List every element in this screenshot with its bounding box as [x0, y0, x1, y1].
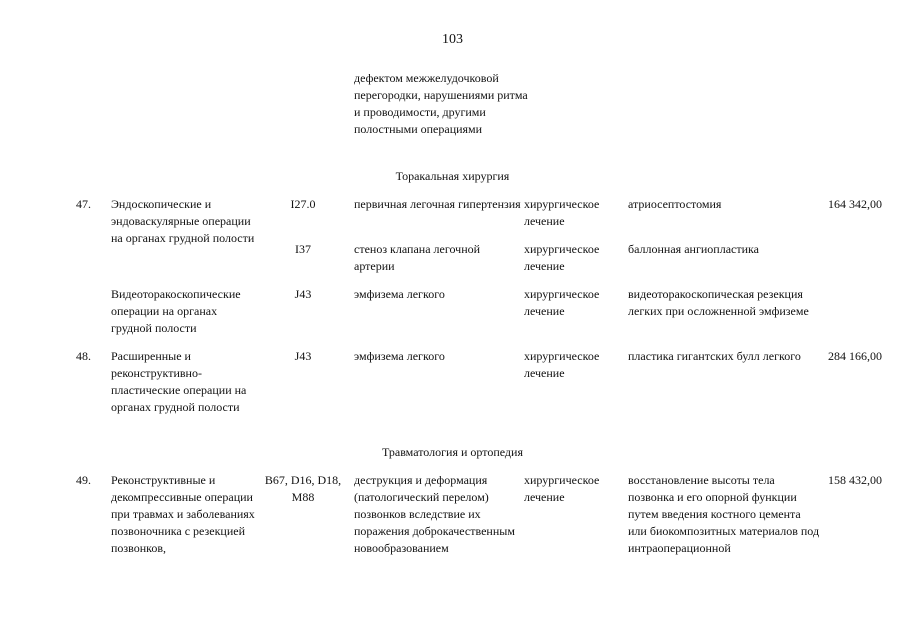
icd-code: J43: [294, 287, 312, 301]
treatment-type: хирургическое лечение: [524, 349, 600, 380]
procedure-group-name: Видеоторакоскопические операции на органах грудной полости: [111, 287, 241, 335]
icd-code: B67, D16, D18, M88: [264, 473, 342, 504]
price: 284 166,00: [828, 349, 882, 363]
treatment-method: пластика гигантских булл легкого: [628, 349, 801, 363]
procedure-group-name: Реконструктивные и декомпрессивные операции при травмах и заболеваниях позвоночника с резекцией позвонков,: [111, 473, 255, 555]
icd-code: J43: [294, 349, 312, 363]
row-number: 48.: [76, 349, 91, 363]
continuation-text: дефектом межжелудочковой перегородки, нарушениями ритма и проводимости, другими полостными операциями: [354, 71, 528, 136]
procedure-group-name: Расширенные и реконструктивно-пластические операции на органах грудной полости: [111, 349, 247, 414]
row-number: 49.: [76, 473, 91, 487]
treatment-type: хирургическое лечение: [524, 473, 600, 504]
icd-code: I27.0: [290, 197, 316, 211]
icd-code: I37: [295, 242, 311, 256]
treatment-type: хирургическое лечение: [524, 197, 600, 228]
diagnosis: эмфизема легкого: [354, 287, 445, 301]
treatment-type: хирургическое лечение: [524, 287, 600, 318]
diagnosis: эмфизема легкого: [354, 349, 445, 363]
treatment-method: атриосептостомия: [628, 197, 722, 211]
page-number: 103: [442, 32, 463, 47]
section-heading-thoracic: Торакальная хирургия: [395, 169, 510, 183]
row-number: 47.: [76, 197, 91, 211]
diagnosis: первичная легочная гипертензия: [354, 197, 521, 211]
price: 164 342,00: [828, 197, 882, 211]
price: 158 432,00: [828, 473, 882, 487]
treatment-method: восстановление высоты тела позвонка и его опорной функции путем введения костного цемента или биокомпозитных материалов под интраоперационной: [628, 473, 820, 555]
treatment-method: видеоторакоскопическая резекция легких при осложненной эмфиземе: [628, 287, 809, 318]
section-heading-trauma: Травматология и ортопедия: [382, 445, 523, 459]
procedure-group-name: Эндоскопические и эндоваскулярные операции на органах грудной полости: [111, 197, 255, 245]
treatment-method: баллонная ангиопластика: [628, 242, 759, 256]
treatment-type: хирургическое лечение: [524, 242, 600, 273]
diagnosis: стеноз клапана легочной артерии: [354, 242, 481, 273]
diagnosis: деструкция и деформация (патологический перелом) позвонков вследствие их поражения доброкачественным новообразованием: [354, 473, 515, 555]
